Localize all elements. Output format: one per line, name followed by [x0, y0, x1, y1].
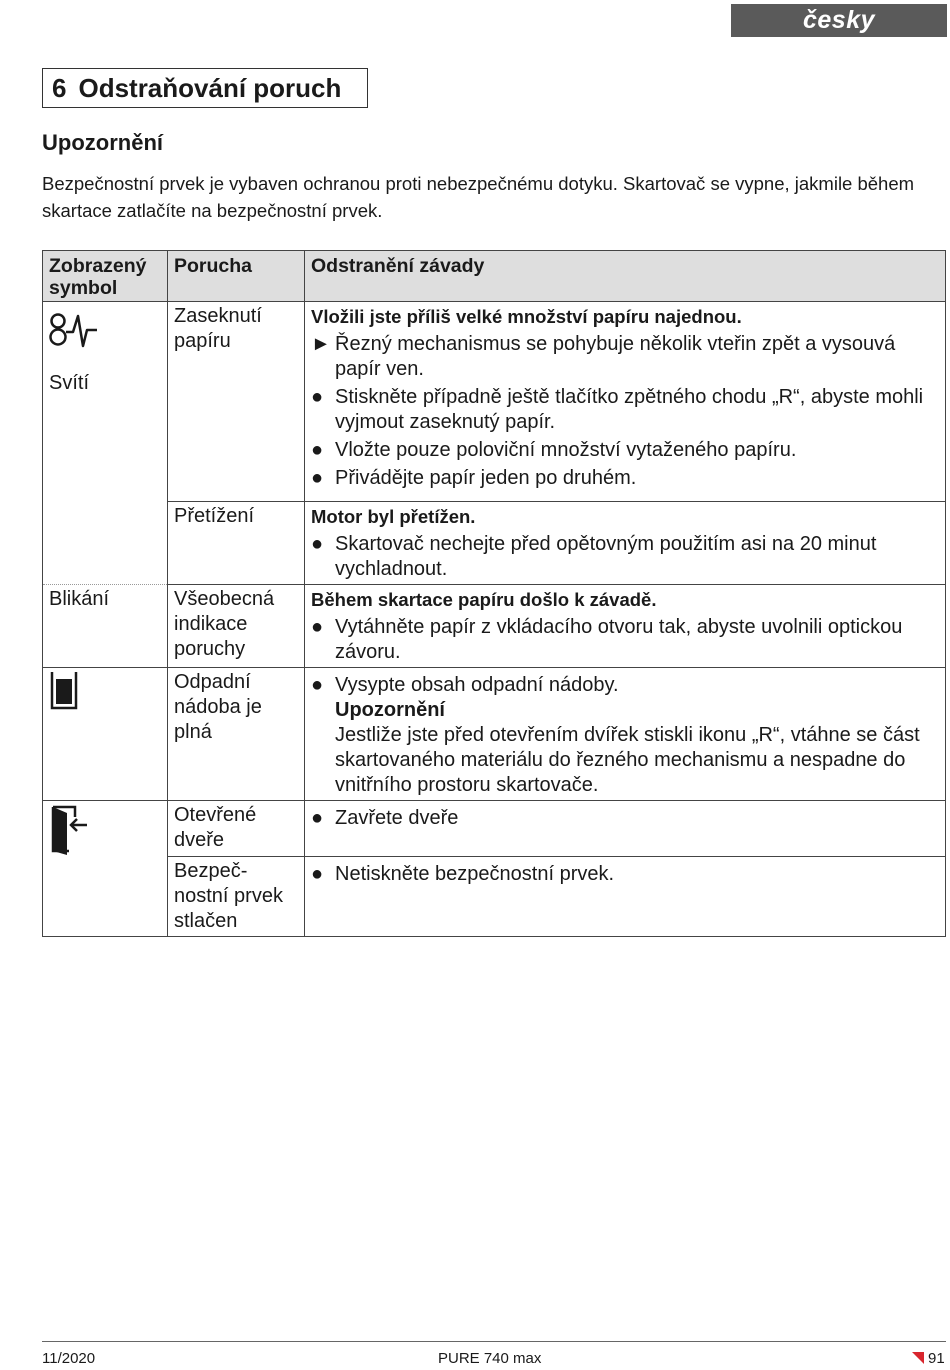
note-heading: Upozornění [335, 699, 445, 721]
symbol-cell [43, 585, 168, 668]
bullet-icon: ● [311, 439, 324, 461]
bullet-icon: ● [311, 616, 324, 638]
page-marker-icon [912, 1352, 924, 1364]
warning-heading: Upozornění [42, 130, 163, 155]
list-item: ● Vytáhněte papír z vkládacího otvoru tak, abyste uvolnili optickou závoru. [311, 616, 903, 663]
remedy-title: Vložili jste příliš velké množství papíru najednou. [311, 306, 742, 327]
troubleshooting-table [42, 250, 946, 937]
table-header-row [43, 251, 946, 302]
remedy-cell [305, 585, 946, 668]
list-item: ● Vysypte obsah odpadní nádoby. Upozornění Jestliže jste před otevřením dvířek stiskli ikonu „R“, vtáhne se část skartovaného materiálu do řezného mechanismu a nespadne do vnitřního prostoru skartovače. [311, 673, 939, 798]
bin-full-icon [49, 670, 161, 717]
bullet-icon: ● [311, 863, 324, 885]
remedy-cell [305, 668, 946, 801]
header-symbol: Zobrazený symbol [43, 251, 168, 302]
remedy-cell [305, 502, 946, 585]
remedy-title: Motor byl přetížen. [311, 506, 476, 527]
symbol-state-blinking: Blikání [49, 588, 110, 610]
page-number: 91 [928, 1350, 945, 1367]
symbol-cell [43, 801, 168, 937]
symbol-state-lit: Svítí [49, 372, 90, 394]
motor-fault-icon [49, 310, 161, 357]
footer-model: PURE 740 max [438, 1350, 542, 1367]
list-item: ► Řezný mechanismus se pohybuje několik vteřin zpět a vysouvá papír ven. [311, 333, 896, 380]
list-item: ● Skartovač nechejte před opětovným použitím asi na 20 minut vychladnout. [311, 533, 877, 580]
section-title-text: Odstraňování poruch [78, 73, 342, 103]
table-row [43, 857, 946, 937]
bullet-icon: ● [311, 467, 324, 489]
table-row [43, 668, 946, 801]
bullet-icon: ● [311, 533, 324, 555]
list-item: ● Přivádějte papír jeden po druhém. [311, 467, 637, 489]
header-remedy: Odstranění závady [305, 251, 946, 302]
list-item: ● Vložte pouze poloviční množství vytaženého papíru. [311, 439, 797, 461]
language-tab: česky [731, 4, 947, 37]
fault-cell: Všeobecná indikace poruchy [168, 585, 305, 668]
remedy-title: Během skartace papíru došlo k závadě. [311, 589, 657, 610]
table-row [43, 801, 946, 857]
list-item: ● Zavřete dveře [311, 807, 459, 829]
list-item: ● Netiskněte bezpečnostní prvek. [311, 863, 615, 885]
warning-text: Bezpečnostní prvek je vybaven ochranou proti nebezpečnému dotyku. Skartovač se vypne, jakmile během skartace zatlačíte na bezpečnostní prvek. [42, 173, 915, 221]
header-fault: Porucha [168, 251, 305, 302]
list-item: ● Stiskněte případně ještě tlačítko zpětného chodu „R“, abyste mohli vyjmout zaseknutý papír. [311, 386, 924, 433]
fault-cell: Bezpeč-nostní prvek stlačen [168, 857, 305, 937]
symbol-cell [43, 668, 168, 801]
bullet-icon: ● [311, 807, 324, 829]
footer-page [912, 1350, 945, 1367]
fault-cell: Zaseknutí papíru [168, 302, 305, 502]
section-number: 6 [52, 73, 67, 103]
fault-cell: Odpadní nádoba je plná [168, 668, 305, 801]
remedy-cell [305, 302, 946, 502]
symbol-cell [43, 302, 168, 585]
note-text: Jestliže jste před otevřením dvířek stiskli ikonu „R“, vtáhne se část skartovaného materiálu do řezného mechanismu a nespadne do vnitřního prostoru skartovače. [335, 724, 920, 796]
footer-date: 11/2020 [42, 1350, 96, 1367]
fault-cell: Otevřené dveře [168, 801, 305, 857]
table-row [43, 302, 946, 502]
fault-cell: Přetížení [168, 502, 305, 585]
remedy-cell [305, 801, 946, 857]
door-open-icon [49, 803, 161, 862]
remedy-cell [305, 857, 946, 937]
section-title [42, 68, 368, 108]
bullet-icon: ● [311, 674, 324, 696]
table-row [43, 502, 946, 585]
footer-divider [42, 1341, 946, 1342]
arrow-right-icon: ► [311, 333, 331, 355]
table-row [43, 585, 946, 668]
bullet-icon: ● [311, 386, 324, 408]
